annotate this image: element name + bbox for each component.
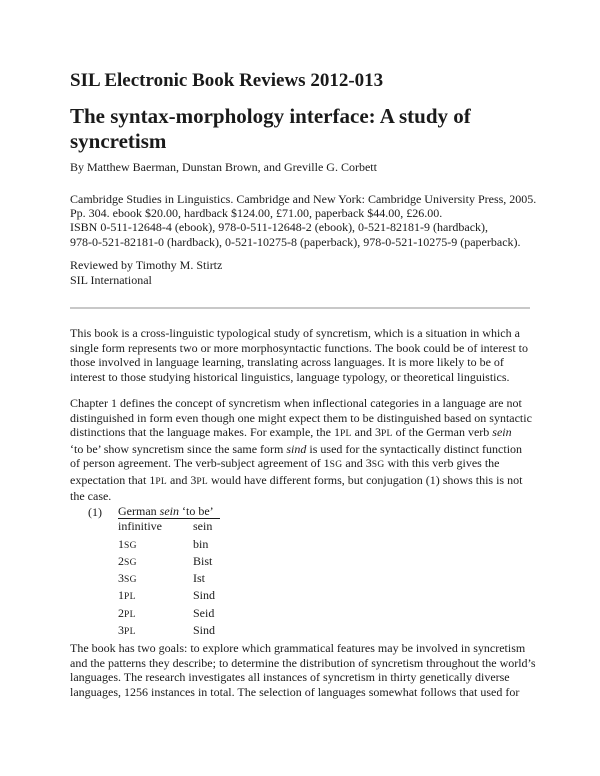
text-line: This book is a cross-linguistic typological study of syncretism, which is a situation in which a — [70, 326, 520, 340]
paragraph-chapter-1 — [70, 396, 532, 504]
text-line: of person agreement. The verb-subject agreement of 1SG and 3SG with this verb gives the — [70, 456, 500, 470]
conjugation-table — [118, 504, 220, 640]
publication-line: ISBN 0-511-12648-4 (ebook), 978-0-511-12648-2 (ebook), 0-521-82181-9 (hardback), — [70, 220, 489, 235]
text-line: Chapter 1 defines the concept of syncretism when inflectional categories in a language are not — [70, 396, 522, 410]
table-row: infinitive sein — [118, 519, 213, 534]
table-row: 1SG bin — [118, 536, 209, 551]
table-header-row — [118, 504, 220, 519]
reviewer-info — [70, 258, 222, 287]
book-title: The syntax-morphology interface: A study of syncretism — [70, 104, 471, 153]
publication-line: Pp. 304. ebook $20.00, hardback $124.00, £71.00, paperback $44.00, £26.00. — [70, 206, 443, 221]
divider — [70, 307, 530, 309]
example-header: German sein ‘to be’ — [118, 504, 220, 519]
authors-byline: By Matthew Baerman, Dunstan Brown, and Greville G. Corbett — [70, 160, 377, 174]
table-row: 1PL Sind — [118, 588, 216, 603]
text-line: languages, 1256 instances in total. The selection of languages somewhat follows that used for — [70, 684, 520, 699]
table-row: 2PL Seid — [118, 605, 215, 620]
text-line: languages. The research investigates all instances of syncretism in thirty genetically diverse — [70, 670, 510, 684]
paragraph-goals — [70, 641, 536, 699]
series-heading: SIL Electronic Book Reviews 2012-013 — [70, 70, 384, 91]
text-line: distinguished in form even though one might expect them to be distinguished based on syntactic — [70, 410, 532, 425]
reviewer-affiliation: SIL International — [70, 272, 152, 287]
publication-line: Cambridge Studies in Linguistics. Cambridge and New York: Cambridge University Press, 2005. — [70, 192, 537, 206]
text-line: interest to those studying historical linguistics, language typology, or theoretical linguistics. — [70, 369, 510, 384]
reviewer-name: Reviewed by Timothy M. Stirtz — [70, 258, 223, 272]
text-line: distinctions that the language makes. For example, the 1PL and 3PL of the German verb sein — [70, 425, 512, 439]
text-line: expectation that 1PL and 3PL would have different forms, but conjugation (1) shows this is not — [70, 472, 523, 487]
text-line: The book has two goals: to explore which grammatical features may be involved in syncretism — [70, 641, 526, 655]
text-line: single form represents two or more morphosyntactic functions. The book could be of interest to — [70, 340, 529, 355]
text-line: the case. — [70, 489, 112, 503]
text-line: ‘to be’ show syncretism since the same form sind is used for the syntactically distinct function — [70, 441, 523, 456]
table-row: 2SG Bist — [118, 553, 213, 568]
publication-info — [70, 192, 536, 249]
text-line: those involved in language learning, translating across languages. It is more likely to be of — [70, 355, 504, 369]
table-row: 3PL Sind — [118, 623, 216, 638]
publication-line: 978-0-521-82181-0 (hardback), 0-521-10275-8 (paperback), 978-0-521-10275-9 (paperback). — [70, 234, 521, 249]
table-row: 3SG Ist — [118, 571, 205, 586]
paragraph-intro — [70, 326, 528, 384]
text-line: and the patterns they describe; to determine the distribution of syncretism throughout the world’s — [70, 655, 536, 670]
example-number: (1) — [88, 505, 102, 519]
